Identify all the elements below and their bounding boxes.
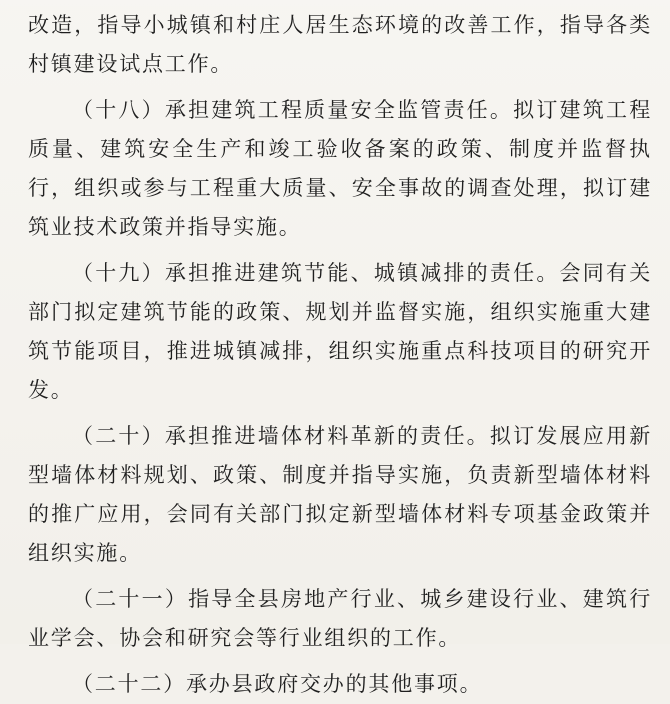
paragraph-item-20: （二十）承担推进墙体材料革新的责任。拟订发展应用新型墙体材料规划、政策、制度并指导实施，负责新型墙体材料的推广应用，会同有关部门拟定新型墙体材料专项基金政策并组织实施。 [28, 424, 652, 565]
paragraph-item-21: （二十一）指导全县房地产行业、城乡建设行业、建筑行业学会、协会和研究会等行业组织的工作。 [28, 587, 652, 650]
paragraph-continuation: 改造，指导小城镇和村庄人居生态环境的改善工作，指导各类村镇建设试点工作。 [28, 13, 652, 76]
paragraph-item-18: （十八）承担建筑工程质量安全监管责任。拟订建筑工程质量、建筑安全生产和竣工验收备案的政策、制度并监督执行，组织或参与工程重大质量、安全事故的调查处理，拟订建筑业技术政策并指导实施。 [28, 98, 652, 239]
paragraph-item-19: （十九）承担推进建筑节能、城镇减排的责任。会同有关部门拟定建筑节能的政策、规划并监督实施，组织实施重大建筑节能项目，推进城镇减排，组织实施重点科技项目的研究开发。 [28, 261, 652, 402]
paragraph-item-22: （二十二）承办县政府交办的其他事项。 [72, 672, 483, 696]
